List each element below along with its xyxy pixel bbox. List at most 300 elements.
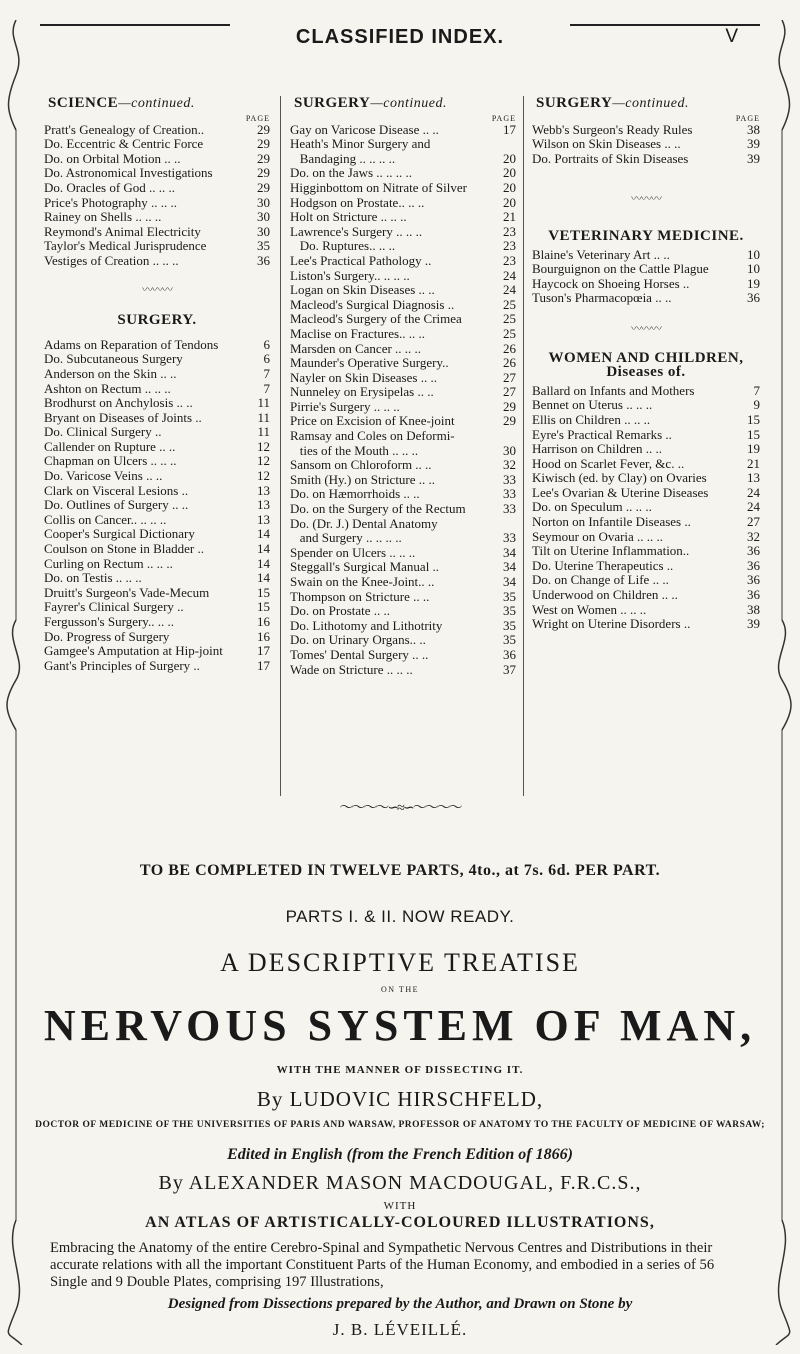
entry-page: 34 <box>503 559 516 575</box>
entry-title: Hodgson on Prostate.. .. .. <box>290 195 425 210</box>
index-entry <box>44 498 270 513</box>
index-entry <box>290 458 516 473</box>
entry-page: 15 <box>747 411 760 427</box>
entry-title: Do. on Testis .. .. .. <box>44 571 142 586</box>
entry-title: Wade on Stricture .. .. .. <box>290 662 413 677</box>
entry-title: Maunder's Operative Surgery.. <box>290 356 449 371</box>
entry-title: Gant's Principles of Surgery .. <box>44 658 200 673</box>
index-entry <box>290 604 516 619</box>
index-entry <box>290 225 516 240</box>
index-entry <box>290 356 516 371</box>
index-entry <box>532 500 760 515</box>
entry-title: Tuson's Pharmacopœia .. .. <box>532 291 672 306</box>
index-entry <box>44 454 270 469</box>
entry-page <box>514 517 516 532</box>
entry-title: Cooper's Surgical Dictionary <box>44 527 195 542</box>
entry-title: Liston's Surgery.. .. .. .. <box>290 268 410 283</box>
entry-page: 30 <box>503 442 516 458</box>
entry-page: 36 <box>257 252 270 268</box>
index-entry <box>532 398 760 413</box>
index-entry <box>532 603 760 618</box>
entry-page: 17 <box>503 121 516 137</box>
index-entry <box>290 239 516 254</box>
index-entry <box>532 559 760 574</box>
entry-page: 16 <box>257 614 270 629</box>
entry-page: 14 <box>257 526 270 542</box>
page-column-head: PAGE <box>491 113 516 123</box>
index-entry <box>532 471 760 486</box>
veterinary-entries <box>532 248 760 306</box>
entry-page: 12 <box>257 438 270 454</box>
entry-page: 13 <box>257 511 270 527</box>
entry-title: Coulson on Stone in Bladder .. <box>44 542 204 557</box>
entry-page: 20 <box>503 150 516 166</box>
index-entry <box>290 517 516 532</box>
entry-title: Sansom on Chloroform .. .. <box>290 458 432 473</box>
entry-title: Harrison on Children .. .. <box>532 442 662 457</box>
entry-title: Spender on Ulcers .. .. .. <box>290 545 416 560</box>
index-entry <box>532 573 760 588</box>
entry-title: Higginbottom on Nitrate of Silver <box>290 180 467 195</box>
entry-page: 34 <box>503 544 516 560</box>
ornamental-divider: 〜〜〜〜∽≈∽〜〜〜〜 <box>339 801 461 816</box>
index-entry <box>290 371 516 386</box>
entry-title: Heath's Minor Surgery and <box>290 137 431 152</box>
entry-page: 14 <box>257 570 270 586</box>
entry-page: 11 <box>257 409 270 425</box>
entry-page: 27 <box>503 369 516 385</box>
entry-page: 10 <box>747 246 760 262</box>
index-entry <box>44 137 270 152</box>
index-entry <box>290 400 516 415</box>
entry-page: 12 <box>257 468 270 484</box>
index-entry <box>290 385 516 400</box>
entry-page: 17 <box>257 657 270 673</box>
entry-title: Bryant on Diseases of Joints .. <box>44 410 202 425</box>
entry-page: 7 <box>263 365 270 381</box>
entry-title: Do. Clinical Surgery .. <box>44 425 162 440</box>
entry-title: Fergusson's Surgery.. .. .. <box>44 615 174 629</box>
entry-title: Reymond's Animal Electricity <box>44 224 201 239</box>
index-entry <box>532 291 760 306</box>
entry-title: Holt on Stricture .. .. .. <box>290 210 407 225</box>
index-entry <box>290 473 516 488</box>
index-entry <box>532 486 760 501</box>
advert-designed-by-line: Designed from Dissections prepared by the Author, and Drawn on Stone by <box>167 1296 633 1312</box>
entry-title: Ramsay and Coles on Deformi- <box>290 429 455 444</box>
page-header <box>0 12 800 46</box>
entry-page: 16 <box>257 628 270 644</box>
index-entry <box>290 546 516 561</box>
entry-title: Price's Photography .. .. .. <box>44 195 178 210</box>
entry-page: 35 <box>257 238 270 254</box>
index-entry <box>44 586 270 601</box>
entry-page: 20 <box>503 179 516 195</box>
advert-editor-line: By ALEXANDER MASON MACDOUGAL, F.R.C.S., <box>158 1172 642 1194</box>
entry-page: 36 <box>503 646 516 662</box>
entry-page: 17 <box>257 643 270 659</box>
entry-title: Do. Progress of Surgery <box>44 629 170 644</box>
entry-page: 36 <box>747 290 760 306</box>
advert-description: Embracing the Anatomy of the entire Cerebro-Spinal and Sympathetic Nervous Centres and Distributions in their accurate relations with all the important Constituent Parts of the Human Economy, and embodied in a series of 56 Single and 9 Double Plates, comprising 197 Illustrations, <box>50 1240 715 1290</box>
entry-title: Do. on Speculum .. .. .. <box>532 500 652 515</box>
entry-page <box>514 429 516 444</box>
index-entry <box>44 254 270 269</box>
entry-title: and Surgery .. .. .. .. <box>290 531 402 546</box>
entry-title: Do. Eccentric & Centric Force <box>44 137 204 152</box>
entry-title: Marsden on Cancer .. .. .. <box>290 341 422 356</box>
entry-title: Druitt's Surgeon's Vade-Mecum <box>44 585 210 600</box>
advert-lithographer-line: J. B. LÉVEILLÉ. <box>332 1320 468 1339</box>
entry-page: 35 <box>503 617 516 633</box>
index-entry <box>290 342 516 357</box>
entry-title: Do. on the Surgery of the Rectum <box>290 502 466 517</box>
index-entry <box>532 457 760 472</box>
index-entry <box>290 444 516 459</box>
page-column-head: PAGE <box>245 113 270 123</box>
index-entry <box>44 557 270 572</box>
index-entry <box>532 442 760 457</box>
entry-title: Ballard on Infants and Mothers <box>532 383 695 398</box>
index-entry <box>532 413 760 428</box>
entry-page: 19 <box>747 441 760 457</box>
index-column-3 <box>532 96 760 632</box>
entry-page: 29 <box>257 150 270 166</box>
entry-title: Kiwisch (ed. by Clay) on Ovaries <box>532 471 707 486</box>
entry-title: Lawrence's Surgery .. .. .. <box>290 224 423 239</box>
entry-title: Nunneley on Erysipelas .. .. <box>290 385 434 400</box>
entry-page: 23 <box>503 252 516 268</box>
advert-parts-line: TO BE COMPLETED IN TWELVE PARTS, 4to., at 7s. 6d. PER PART. <box>139 862 661 879</box>
entry-page: 13 <box>257 497 270 513</box>
entry-title: Do. (Dr. J.) Dental Anatomy <box>290 516 438 531</box>
index-entry <box>290 648 516 663</box>
index-entry <box>290 269 516 284</box>
entry-page: 32 <box>503 457 516 473</box>
index-entry <box>44 152 270 167</box>
entry-title: Do. on Hæmorrhoids .. .. <box>290 487 420 502</box>
veterinary-section-title: VETERINARY MEDICINE. <box>548 227 744 244</box>
index-entry <box>290 327 516 342</box>
left-ornamental-border <box>2 20 30 1345</box>
entry-page <box>514 137 516 152</box>
index-entry <box>290 181 516 196</box>
entry-page: 7 <box>753 382 760 398</box>
entry-page: 26 <box>503 340 516 356</box>
index-entry <box>44 425 270 440</box>
index-entry <box>290 429 516 444</box>
entry-page: 30 <box>257 209 270 225</box>
entry-title: Clark on Visceral Lesions .. <box>44 483 189 498</box>
index-entry <box>290 633 516 648</box>
entry-page: 29 <box>257 121 270 137</box>
entry-page: 6 <box>263 351 270 367</box>
index-entry <box>532 137 760 152</box>
entry-title: Macleod's Surgical Diagnosis .. <box>290 297 455 312</box>
entry-page: 15 <box>257 599 270 615</box>
entry-title: Steggall's Surgical Manual .. <box>290 560 440 575</box>
entry-page: 15 <box>747 426 760 442</box>
entry-page: 35 <box>503 603 516 619</box>
index-entry <box>290 560 516 575</box>
index-entry <box>44 239 270 254</box>
advert-with: WITH <box>383 1200 417 1212</box>
entry-page: 7 <box>263 380 270 396</box>
entry-page: 33 <box>503 471 516 487</box>
advert-atlas-line: AN ATLAS OF ARTISTICALLY-COLOURED ILLUSTRATIONS, <box>145 1214 655 1231</box>
entry-title: Gamgee's Amputation at Hip-joint <box>44 644 223 659</box>
entry-page: 15 <box>257 584 270 600</box>
entry-page: 23 <box>503 238 516 254</box>
entry-page: 29 <box>257 179 270 195</box>
entry-page: 29 <box>503 413 516 429</box>
entry-page: 21 <box>747 455 760 471</box>
advert-main-title: NERVOUS SYSTEM OF MAN, <box>43 1001 757 1050</box>
index-entry <box>44 352 270 367</box>
entry-title: Smith (Hy.) on Stricture .. .. <box>290 472 436 487</box>
science-entries <box>44 123 270 269</box>
entry-title: Do. on Urinary Organs.. .. <box>290 633 426 648</box>
column-divider-2 <box>523 96 524 796</box>
entry-title: Underwood on Children .. .. <box>532 588 678 603</box>
entry-page: 36 <box>747 572 760 588</box>
entry-title: Do. Astronomical Investigations <box>44 166 213 181</box>
index-entry <box>44 166 270 181</box>
index-entry <box>532 262 760 277</box>
index-entry <box>532 152 760 167</box>
index-entry <box>44 659 270 674</box>
advert-author-line: By LUDOVIC HIRSCHFELD, <box>256 1087 544 1111</box>
index-entry <box>44 600 270 615</box>
entry-page: 35 <box>503 588 516 604</box>
entry-title: Bennet on Uterus .. .. .. <box>532 398 653 413</box>
index-entry <box>290 298 516 313</box>
index-entry <box>290 210 516 225</box>
entry-page: 14 <box>257 555 270 571</box>
index-entry <box>532 248 760 263</box>
right-ornamental-border <box>768 20 796 1345</box>
entry-title: Callender on Rupture .. .. <box>44 439 176 454</box>
column-3-title: SURGERY—continued. <box>536 95 689 111</box>
entry-page: 13 <box>257 482 270 498</box>
index-entry <box>532 384 760 399</box>
entry-page: 6 <box>263 336 270 352</box>
entry-title: Do. Lithotomy and Lithotrity <box>290 618 443 633</box>
index-entry <box>290 166 516 181</box>
index-entry <box>44 396 270 411</box>
index-entry <box>44 542 270 557</box>
index-entry <box>290 196 516 211</box>
index-entry <box>532 544 760 559</box>
entry-page: 29 <box>257 165 270 181</box>
column-divider-1 <box>280 96 281 796</box>
advert-ready-line: PARTS I. & II. NOW READY. <box>285 907 515 926</box>
entry-page: 11 <box>257 395 270 411</box>
entry-title: Hood on Scarlet Fever, &c. .. <box>532 456 685 471</box>
entry-title: Chapman on Ulcers .. .. .. <box>44 454 177 469</box>
index-entry <box>290 152 516 167</box>
entry-page: 29 <box>257 136 270 152</box>
entry-title: Do. Portraits of Skin Diseases <box>532 151 689 166</box>
section-ornament: 〰〰〰 <box>631 193 661 206</box>
entry-title: Do. Ruptures.. .. .. <box>290 239 396 254</box>
index-entry <box>290 123 516 138</box>
index-entry <box>44 411 270 426</box>
entry-title: Price on Excision of Knee-joint <box>290 414 455 429</box>
index-entry <box>290 137 516 152</box>
index-entry <box>44 210 270 225</box>
entry-title: Taylor's Medical Jurisprudence <box>44 239 207 254</box>
index-entry <box>532 515 760 530</box>
entry-page: 12 <box>257 453 270 469</box>
index-entry <box>44 469 270 484</box>
entry-title: West on Women .. .. .. <box>532 602 647 617</box>
entry-page: 20 <box>503 165 516 181</box>
advert-edition-line: Edited in English (from the French Edition of 1866) <box>227 1146 573 1163</box>
entry-page: 25 <box>503 311 516 327</box>
entry-title: Do. Subcutaneous Surgery <box>44 352 183 367</box>
index-entry <box>44 484 270 499</box>
women-children-section-subtitle: Diseases of. <box>606 364 686 381</box>
entry-page: 33 <box>503 530 516 546</box>
index-entry <box>44 440 270 455</box>
index-entry <box>532 123 760 138</box>
section-ornament: 〰〰〰 <box>631 322 661 335</box>
index-entry <box>44 181 270 196</box>
entry-title: Ashton on Rectum .. .. .. <box>44 381 171 396</box>
entry-page: 30 <box>257 223 270 239</box>
index-entry <box>290 531 516 546</box>
entry-title: ties of the Mouth .. .. .. <box>290 443 419 458</box>
entry-page: 27 <box>747 514 760 530</box>
entry-title: Haycock on Shoeing Horses .. <box>532 276 690 291</box>
index-entry <box>44 571 270 586</box>
index-entry <box>532 530 760 545</box>
entry-page: 21 <box>503 209 516 225</box>
entry-title: Do. on the Jaws .. .. .. .. <box>290 166 413 181</box>
entry-page: 33 <box>503 501 516 517</box>
entry-page: 39 <box>747 136 760 152</box>
entry-page: 33 <box>503 486 516 502</box>
index-entry <box>532 617 760 632</box>
entry-page: 36 <box>747 543 760 559</box>
entry-title: Norton on Infantile Diseases .. <box>532 515 691 530</box>
index-entry <box>290 619 516 634</box>
advert-treatise-line: A DESCRIPTIVE TREATISE <box>220 948 580 977</box>
surgery-continued-entries <box>290 123 516 678</box>
entry-title: Do. on Prostate .. .. <box>290 604 391 619</box>
entry-title: Do. Oracles of God .. .. .. <box>44 180 176 195</box>
entry-page: 39 <box>747 150 760 166</box>
entry-page: 25 <box>503 325 516 341</box>
entry-title: Logan on Skin Diseases .. .. <box>290 283 435 298</box>
entry-page: 24 <box>747 499 760 515</box>
entry-page: 24 <box>747 484 760 500</box>
entry-page: 14 <box>257 541 270 557</box>
entry-title: Webb's Surgeon's Ready Rules <box>532 122 693 137</box>
entry-title: Swain on the Knee-Joint.. .. <box>290 575 435 589</box>
entry-page: 38 <box>747 601 760 617</box>
section-ornament: 〰〰〰 <box>142 283 172 296</box>
entry-title: Pirrie's Surgery .. .. .. <box>290 399 400 414</box>
entry-page: 24 <box>503 282 516 298</box>
entry-page: 26 <box>503 355 516 371</box>
entry-page: 36 <box>747 557 760 573</box>
entry-title: Do. Uterine Therapeutics .. <box>532 558 674 573</box>
index-entry <box>44 338 270 353</box>
entry-title: Adams on Reparation of Tendons <box>44 337 219 352</box>
entry-title: Macleod's Surgery of the Crimea <box>290 312 462 327</box>
women-children-section-title: WOMEN AND CHILDREN, <box>548 349 744 366</box>
entry-page: 10 <box>747 261 760 277</box>
index-entry <box>290 575 516 590</box>
index-entry <box>290 663 516 678</box>
entry-title: Tomes' Dental Surgery .. .. <box>290 647 429 662</box>
entry-page: 25 <box>503 296 516 312</box>
entry-title: Rainey on Shells .. .. .. <box>44 210 162 225</box>
surgery-entries <box>44 338 270 674</box>
entry-title: Do. Varicose Veins .. .. <box>44 469 163 484</box>
surgery-continued-entries <box>532 123 760 167</box>
entry-title: Lee's Practical Pathology .. <box>290 253 432 268</box>
entry-title: Eyre's Practical Remarks .. <box>532 427 672 442</box>
entry-title: Do. on Orbital Motion .. .. <box>44 151 181 166</box>
index-entry <box>44 615 270 630</box>
entry-page: 29 <box>503 398 516 414</box>
index-entry <box>44 196 270 211</box>
entry-title: Curling on Rectum .. .. .. <box>44 556 173 571</box>
entry-page: 13 <box>747 470 760 486</box>
entry-title: Anderson on the Skin .. .. <box>44 366 177 381</box>
entry-title: Gay on Varicose Disease .. .. <box>290 122 439 137</box>
entry-title: Maclise on Fractures.. .. .. <box>290 326 426 341</box>
index-entry <box>532 588 760 603</box>
index-entry <box>290 283 516 298</box>
page-number: V <box>725 26 738 47</box>
entry-page: 9 <box>753 397 760 413</box>
index-entry <box>44 382 270 397</box>
advert-on-the: ON THE <box>381 985 419 994</box>
entry-page: 19 <box>747 275 760 291</box>
entry-page: 30 <box>257 194 270 210</box>
entry-page: 27 <box>503 384 516 400</box>
advert-author-credentials: DOCTOR OF MEDICINE OF THE UNIVERSITIES OF PARIS AND WARSAW, PROFESSOR OF ANATOMY TO THE FACULTY OF MEDICINE OF WARSAW; <box>35 1120 765 1130</box>
index-column-1 <box>44 96 270 673</box>
entry-page: 20 <box>503 194 516 210</box>
entry-title: Nayler on Skin Diseases .. .. <box>290 370 437 385</box>
entry-title: Thompson on Stricture .. .. <box>290 589 430 604</box>
entry-page: 38 <box>747 121 760 137</box>
entry-title: Wilson on Skin Diseases .. .. <box>532 137 681 152</box>
index-entry <box>290 414 516 429</box>
women-children-entries <box>532 384 760 632</box>
entry-title: Fayrer's Clinical Surgery .. <box>44 600 184 615</box>
surgery-section-title: SURGERY. <box>117 312 197 329</box>
index-entry <box>532 428 760 443</box>
index-entry <box>44 513 270 528</box>
entry-title: Tilt on Uterine Inflammation.. <box>532 544 690 559</box>
entry-title: Pratt's Genealogy of Creation.. <box>44 122 205 137</box>
entry-title: Do. on Change of Life .. .. <box>532 573 669 588</box>
entry-title: Seymour on Ovaria .. .. .. <box>532 529 664 544</box>
index-entry <box>290 502 516 517</box>
index-entry <box>44 630 270 645</box>
index-column-2 <box>290 96 516 677</box>
index-entry <box>44 527 270 542</box>
column-2-title: SURGERY—continued. <box>294 95 447 111</box>
index-entry <box>290 312 516 327</box>
page-column-head: PAGE <box>735 113 760 123</box>
